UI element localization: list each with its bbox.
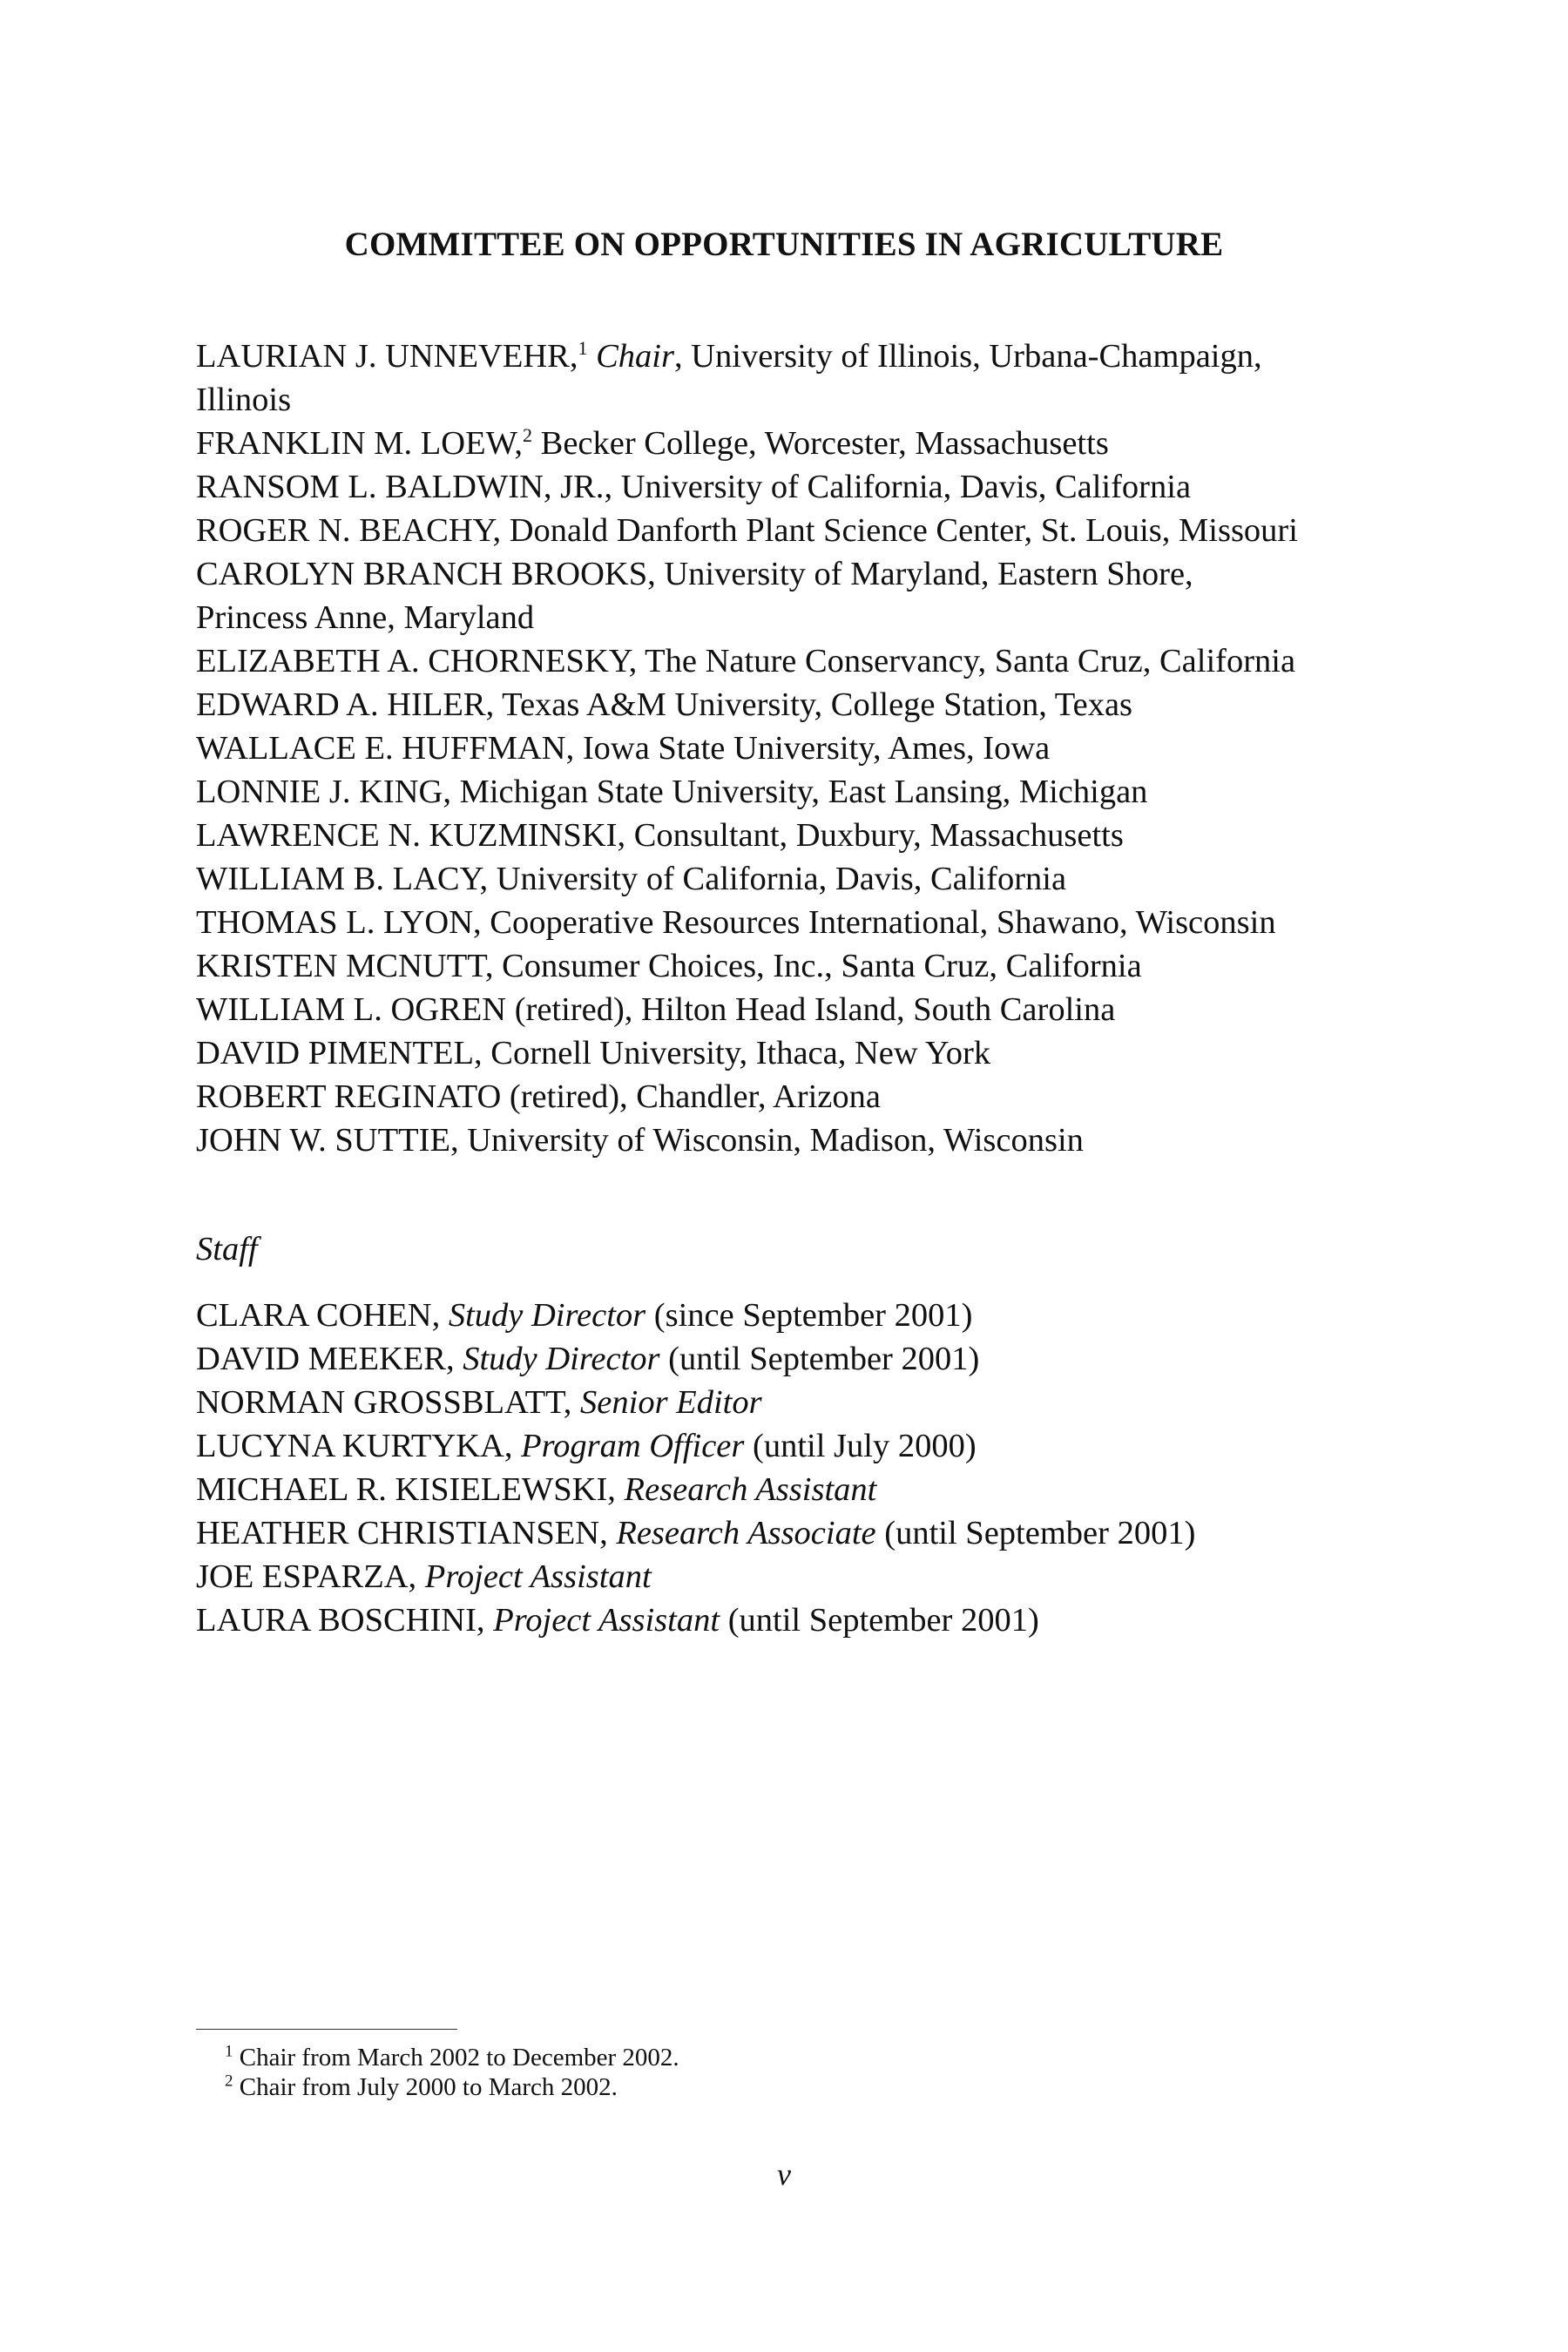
member-name: ROGER N. BEACHY xyxy=(196,512,493,549)
staff-role: Senior Editor xyxy=(580,1384,762,1421)
footnote-text: Chair from March 2002 to December 2002. xyxy=(233,2044,679,2072)
staff-role: Study Director xyxy=(463,1341,660,1377)
member-entry xyxy=(196,944,1416,988)
member-affiliation-continued: Princess Anne, Maryland xyxy=(196,599,535,636)
member-entry xyxy=(196,639,1416,683)
member-affiliation: , University of Maryland, Eastern Shore, xyxy=(647,556,1193,592)
member-name: KRISTEN MCNUTT xyxy=(196,948,485,984)
member-affiliation: , University of Wisconsin, Madison, Wisconsin xyxy=(449,1122,1084,1159)
member-entry xyxy=(196,683,1416,727)
member-affiliation: , Cornell University, Ithaca, New York xyxy=(474,1035,991,1071)
footnote-divider xyxy=(196,2029,457,2030)
staff-role: Project Assistant xyxy=(424,1558,652,1595)
member-affiliation: , Consumer Choices, Inc., Santa Cruz, California xyxy=(484,948,1142,984)
staff-role: Research Associate xyxy=(616,1515,876,1551)
staff-name: HEATHER CHRISTIANSEN, xyxy=(196,1515,617,1551)
member-entry xyxy=(196,727,1416,770)
footnote xyxy=(225,2072,679,2102)
member-affiliation: (retired), Chandler, Arizona xyxy=(501,1078,881,1115)
staff-name: JOE ESPARZA, xyxy=(196,1558,425,1595)
staff-heading: Staff xyxy=(196,1231,258,1267)
staff-list xyxy=(196,1294,1416,1642)
staff-entry xyxy=(196,1598,1416,1642)
member-affiliation: , The Nature Conservancy, Santa Cruz, California xyxy=(628,643,1296,679)
member-entry xyxy=(196,552,1416,639)
member-name: ROBERT REGINATO xyxy=(196,1078,502,1115)
member-entry xyxy=(196,335,1416,422)
staff-entry xyxy=(196,1511,1416,1555)
member-entry xyxy=(196,1119,1416,1162)
footnote-text: Chair from July 2000 to March 2002. xyxy=(233,2073,618,2101)
member-affiliation: , Iowa State University, Ames, Iowa xyxy=(565,730,1051,767)
member-affiliation: , Michigan State University, East Lansing, Michigan xyxy=(443,774,1148,810)
member-entry xyxy=(196,857,1416,901)
member-affiliation: (retired), Hilton Head Island, South Carolina xyxy=(506,991,1116,1028)
member-affiliation: , Texas A&M University, College Station, Texas xyxy=(485,686,1133,723)
page-title: COMMITTEE ON OPPORTUNITIES IN AGRICULTURE xyxy=(344,226,1224,263)
member-affiliation: , Cooperative Resources International, Shawano, Wisconsin xyxy=(473,904,1276,941)
member-entry xyxy=(196,1075,1416,1119)
member-name: DAVID PIMENTEL xyxy=(196,1035,475,1071)
staff-role: Research Assistant xyxy=(624,1471,877,1508)
member-name: LAURIAN J. UNNEVEHR, xyxy=(196,338,578,375)
member-affiliation: , Consultant, Duxbury, Massachusetts xyxy=(617,817,1124,854)
staff-name: LUCYNA KURTYKA, xyxy=(196,1428,522,1464)
staff-entry xyxy=(196,1337,1416,1381)
staff-entry xyxy=(196,1468,1416,1511)
footnotes xyxy=(225,2043,679,2102)
member-entry xyxy=(196,422,1416,465)
member-name: EDWARD A. HILER xyxy=(196,686,486,723)
member-name: CAROLYN BRANCH BROOKS xyxy=(196,556,648,592)
footnote-ref: 2 xyxy=(523,424,533,447)
staff-entry xyxy=(196,1294,1416,1337)
member-name: RANSOM L. BALDWIN, JR. xyxy=(196,469,605,505)
member-name: LONNIE J. KING xyxy=(196,774,443,810)
member-affiliation: , University of Illinois, Urbana-Champaign, xyxy=(673,338,1262,375)
staff-period: (until September 2001) xyxy=(875,1515,1196,1551)
member-name: LAWRENCE N. KUZMINSKI xyxy=(196,817,618,854)
member-name: ELIZABETH A. CHORNESKY xyxy=(196,643,629,679)
member-name: FRANKLIN M. LOEW, xyxy=(196,425,524,462)
member-affiliation: , University of California, Davis, California xyxy=(479,861,1067,897)
staff-entry xyxy=(196,1555,1416,1598)
member-name: WILLIAM B. LACY xyxy=(196,861,480,897)
member-entry xyxy=(196,1031,1416,1075)
member-affiliation: , University of California, Davis, California xyxy=(604,469,1192,505)
staff-name: NORMAN GROSSBLATT, xyxy=(196,1384,581,1421)
member-entry xyxy=(196,814,1416,857)
member-name: WILLIAM L. OGREN xyxy=(196,991,507,1028)
staff-entry xyxy=(196,1424,1416,1468)
member-entry xyxy=(196,465,1416,509)
member-entry xyxy=(196,901,1416,944)
member-name: WALLACE E. HUFFMAN xyxy=(196,730,566,767)
staff-period: (until September 2001) xyxy=(720,1602,1039,1639)
member-affiliation: , Donald Danforth Plant Science Center, St. Louis, Missouri xyxy=(492,512,1298,549)
staff-period: (since September 2001) xyxy=(645,1297,973,1334)
staff-name: CLARA COHEN, xyxy=(196,1297,449,1334)
member-affiliation-continued: Illinois xyxy=(196,382,292,418)
staff-name: LAURA BOSCHINI, xyxy=(196,1602,494,1639)
staff-name: DAVID MEEKER, xyxy=(196,1341,463,1377)
staff-role: Study Director xyxy=(448,1297,646,1334)
committee-member-list xyxy=(196,335,1416,1162)
member-entry xyxy=(196,770,1416,814)
staff-name: MICHAEL R. KISIELEWSKI, xyxy=(196,1471,625,1508)
member-entry xyxy=(196,509,1416,552)
member-name: JOHN W. SUTTIE xyxy=(196,1122,450,1159)
staff-period: (until July 2000) xyxy=(744,1428,977,1464)
member-entry xyxy=(196,988,1416,1031)
staff-role: Program Officer xyxy=(521,1428,745,1464)
member-affiliation: Becker College, Worcester, Massachusetts xyxy=(532,425,1109,462)
footnote-mark: 1 xyxy=(225,2042,233,2061)
staff-entry xyxy=(196,1381,1416,1424)
member-role: Chair xyxy=(596,338,674,375)
staff-role: Project Assistant xyxy=(493,1602,720,1639)
page-number: v xyxy=(777,2157,791,2192)
footnote xyxy=(225,2043,679,2072)
footnote-ref: 1 xyxy=(578,337,588,360)
staff-period: (until September 2001) xyxy=(659,1341,980,1377)
member-name: THOMAS L. LYON xyxy=(196,904,474,941)
footnote-mark: 2 xyxy=(225,2072,233,2091)
